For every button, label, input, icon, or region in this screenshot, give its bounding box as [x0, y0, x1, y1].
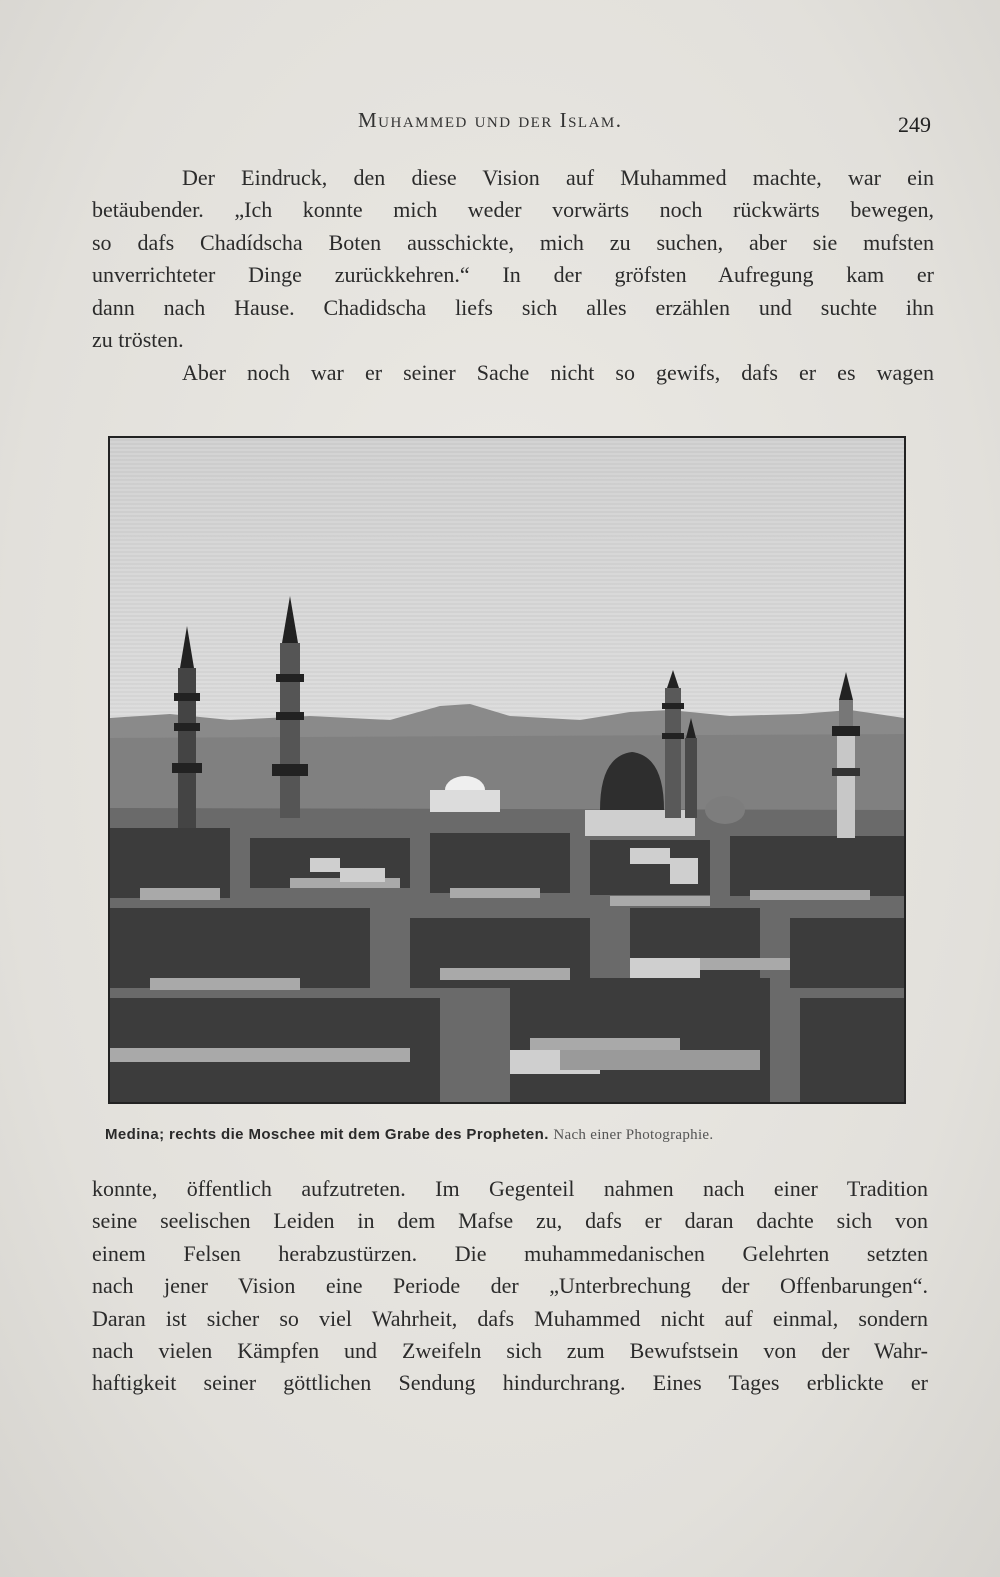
- text-line: einem Felsen herabzustürzen. Die muhammedanischen Gelehrten setzten: [92, 1240, 928, 1266]
- text-line: seine seelischen Leiden in dem Mafse zu, dafs er daran dachte sich von: [92, 1208, 928, 1234]
- caption-credit: Nach einer Photographie.: [553, 1127, 714, 1143]
- text-line: nach vielen Kämpfen und Zweifeln sich zum Bewufstsein von der Wahr-: [92, 1338, 928, 1364]
- medina-engraving: [108, 436, 906, 1104]
- caption-main: Medina; rechts die Moschee mit dem Grabe des Propheten.: [105, 1126, 549, 1143]
- text-line: unverrichteter Dinge zurückkehren.“ In der gröfsten Aufregung kam er: [92, 262, 934, 288]
- text-line: Aber noch war er seiner Sache nicht so gewifs, dafs er es wagen: [182, 360, 934, 385]
- paragraph-2: [92, 357, 934, 389]
- text-line: haftigkeit seiner göttlichen Sendung hindurchrang. Eines Tages erblickte er: [92, 1370, 928, 1396]
- text-line: Der Eindruck, den diese Vision auf Muhammed machte, war ein: [182, 165, 934, 190]
- text-line: Daran ist sicher so viel Wahrheit, dafs Muhammed nicht auf einmal, sondern: [92, 1305, 928, 1331]
- text-line: zu trösten.: [92, 327, 184, 353]
- text-line: so dafs Chadídscha Boten ausschickte, mich zu suchen, aber sie mufsten: [92, 229, 934, 255]
- medina-illustration: [110, 438, 904, 1102]
- figure-caption: [105, 1126, 905, 1144]
- text-line: nach jener Vision eine Periode der „Unterbrechung der Offenbarungen“.: [92, 1273, 928, 1299]
- paragraph-3: [92, 1173, 928, 1400]
- text-line: betäubender. „Ich konnte mich weder vorwärts noch rückwärts bewegen,: [92, 197, 934, 223]
- paragraph-1: [92, 162, 934, 356]
- text-line: dann nach Hause. Chadidscha liefs sich alles erzählen und suchte ihn: [92, 294, 934, 320]
- running-header: Muhammed und der Islam.: [358, 108, 623, 132]
- page-number: 249: [898, 112, 931, 137]
- text-line: konnte, öffentlich aufzutreten. Im Gegenteil nahmen nach einer Tradition: [92, 1176, 928, 1201]
